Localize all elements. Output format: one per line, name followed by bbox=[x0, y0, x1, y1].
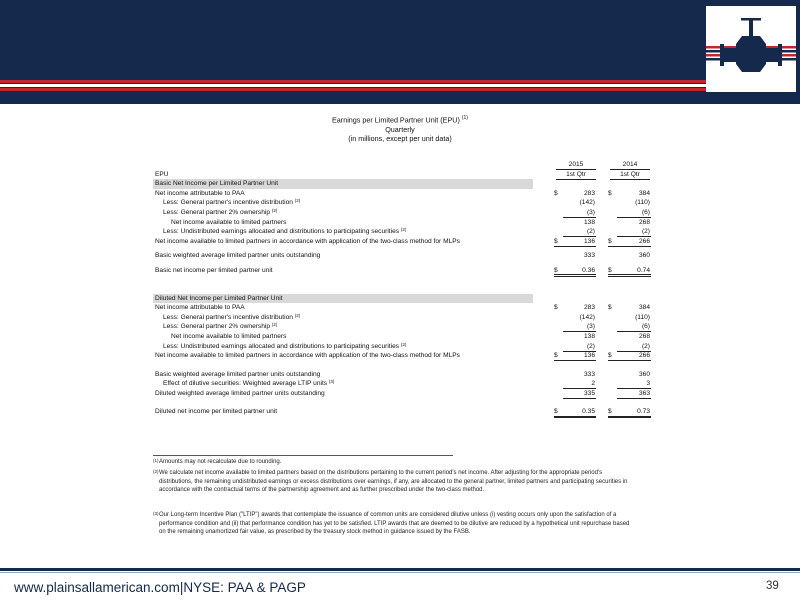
table-title-block bbox=[0, 114, 800, 144]
table-title: Earnings per Limited Partner Unit (EPU) $^{(1)}$ bbox=[332, 115, 468, 125]
footnote-1: (1) Amounts may not recalculate due to rounding. bbox=[153, 458, 282, 465]
table-row: Net income available to limited partners 138 268 bbox=[171, 332, 650, 340]
footnote-3: (3) Our Long-term Incentive Plan ("LTIP") awards that contemplate the issuance of common units are considered dilutive unless (i) vesting occurs only upon the satisfaction of a performance condition and (ii) that performance condition has yet to be satisfied. LTIP awards that are deemed to be dilutive are reduced by a hypothetical unit repurchase based on the remaining unamortized fair value, as prescribed by the treasury stock method in guidance issued by the FASB. bbox=[153, 511, 630, 536]
footnote-2: (2) We calculate net income available to limited partners based on the distributions pertaining to the current period's net income. After adjusting for the appropriate period's distributions, the remaining undistributed earnings or excess distributions over earnings, if any, are allocated to the general partner, limited partners and participating securities in accordance with the contractual terms of the partnership agreement and as further prescribed under the two-class method. bbox=[153, 469, 628, 494]
column-year-2014: 2014 bbox=[622, 161, 638, 168]
row-header-label: EPU bbox=[155, 170, 169, 178]
column-year-row bbox=[153, 160, 662, 170]
ticker-text: NYSE: PAA & PAGP bbox=[183, 580, 306, 595]
company-logo bbox=[706, 6, 796, 92]
column-period-2015: 1st Qtr bbox=[566, 170, 586, 178]
footer-divider bbox=[0, 568, 800, 571]
footnote-ref: (2) bbox=[294, 312, 301, 318]
footnote-divider bbox=[153, 455, 453, 456]
table-row: Less: General partner 2% ownership $^{(2)}$ (3) (6) bbox=[163, 207, 650, 216]
table-row: Net income available to limited partners in accordance with application of the two-class method for MLPs $ 136 $ 266 bbox=[155, 237, 650, 245]
valve-pipeline-icon bbox=[706, 6, 796, 92]
table-row: Less: General partner's incentive distribution $^{(2)}$ (142) (110) bbox=[163, 312, 650, 321]
table-row: Less: General partner 2% ownership $^{(2)}$ (3) (6) bbox=[163, 322, 650, 331]
table-row: Net income attributable to PAA $ 283 $ 384 bbox=[155, 189, 650, 197]
basic-section-header: Basic Net Income per Limited Partner Unit bbox=[153, 179, 533, 189]
header-stripe bbox=[0, 80, 706, 83]
footer-separator: | bbox=[179, 580, 184, 595]
footer-text bbox=[14, 580, 306, 595]
header-stripe bbox=[0, 88, 706, 91]
table-row: Diluted weighted average limited partner units outstanding 335 363 bbox=[155, 389, 650, 397]
epu-table bbox=[153, 160, 662, 417]
table-row: Diluted net income per limited partner unit $ 0.35 $ 0.73 bbox=[153, 407, 662, 417]
table-row: Net income attributable to PAA $ 283 $ 384 bbox=[155, 304, 650, 312]
header-bar bbox=[0, 0, 800, 104]
table-row: Basic net income per limited partner unit $ 0.36 $ 0.74 bbox=[153, 266, 662, 276]
table-subtitle-period: Quarterly bbox=[385, 124, 415, 134]
table-row: Less: General partner's incentive distribution $^{(2)}$ (142) (110) bbox=[163, 198, 650, 207]
table-row: Basic weighted average limited partner units outstanding 333 360 bbox=[155, 252, 650, 260]
footnote-ref: (3) bbox=[328, 379, 335, 385]
table-subtitle-units: (in millions, except per unit data) bbox=[348, 134, 452, 144]
footnote-ref: (2) bbox=[271, 322, 278, 328]
table-row: Less: Undistributed earnings allocated and distributions to participating securities $^{(2)}$ (2) (2) bbox=[163, 227, 650, 236]
table-row: Effect of dilutive securities: Weighted average LTIP units $^{(3)}$ 2 3 bbox=[163, 379, 650, 388]
footnote-ref: (2) bbox=[400, 227, 407, 233]
table-row: Less: Undistributed earnings allocated and distributions to participating securities $^{(2)}$ (2) (2) bbox=[163, 341, 650, 350]
footer-divider-thin bbox=[0, 572, 800, 573]
table-row: Net income available to limited partners in accordance with application of the two-class method for MLPs $ 136 $ 266 bbox=[155, 352, 650, 360]
footnote-ref: (2) bbox=[400, 341, 407, 347]
footnote-ref: (2) bbox=[294, 198, 301, 204]
diluted-section-header: Diluted Net Income per Limited Partner Unit bbox=[153, 294, 533, 304]
table-row: Net income available to limited partners 138 268 bbox=[171, 218, 650, 226]
footnote-ref: (2) bbox=[271, 207, 278, 213]
column-period-row bbox=[153, 170, 662, 180]
title-footnote-mark: (1) bbox=[461, 115, 468, 121]
website-link[interactable]: www.plainsallamerican.com bbox=[14, 580, 180, 595]
page-number: 39 bbox=[766, 580, 779, 592]
column-year-2015: 2015 bbox=[568, 161, 584, 168]
header-stripe bbox=[0, 84, 706, 87]
table-row: Basic weighted average limited partner units outstanding 333 360 bbox=[155, 370, 650, 378]
column-period-2014: 1st Qtr bbox=[620, 170, 640, 178]
